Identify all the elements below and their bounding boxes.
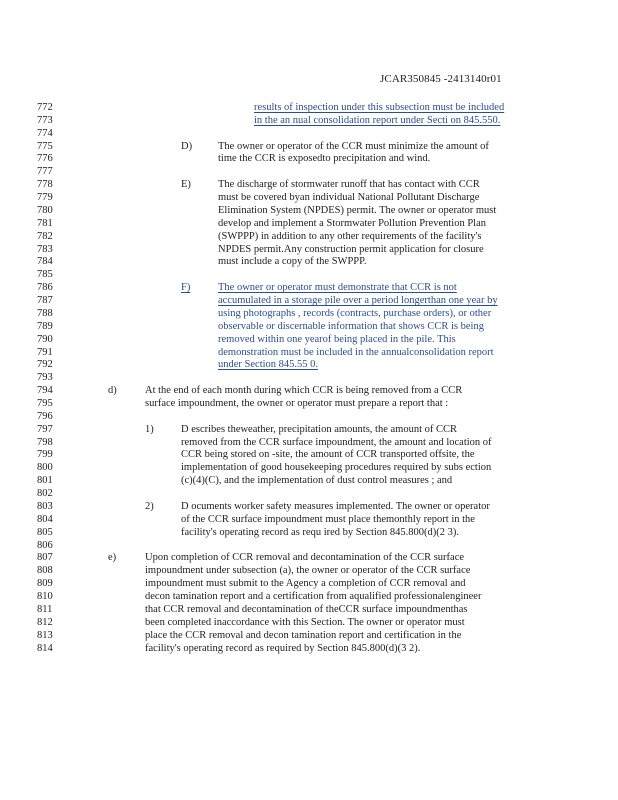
inserted-text: demonstration must be included in the annualconsolidation report — [218, 346, 494, 358]
body-text: facility's operating record as requ ired by Section 845.800(d)(2 3). — [181, 526, 460, 538]
line-number: 782 — [37, 230, 53, 242]
section-label: D) — [181, 140, 193, 152]
body-text: implementation of good housekeeping procedures required by subs ection — [181, 462, 492, 474]
inserted-text: results of inspection under this subsection must be included — [254, 102, 505, 113]
body-text: must be covered byan individual National Pollutant Discharge — [218, 192, 480, 204]
body-text: (SWPPP) in addition to any other requirements of the facility's — [218, 230, 482, 242]
inserted-text: observable or discernable information that shows CCR is being — [218, 320, 484, 332]
line-number: 772 — [37, 102, 53, 113]
line-number: 810 — [37, 591, 53, 603]
line-number: 793 — [37, 372, 53, 384]
body-text: that CCR removal and decontamination of theCCR surface impoundmenthas — [145, 603, 468, 615]
line-number: 785 — [37, 269, 53, 281]
inserted-text: under Section 845.55 0. — [218, 359, 319, 371]
line-number: 796 — [37, 410, 53, 422]
line-number: 795 — [37, 398, 53, 409]
document-id-header: JCAR350845 -2413140r01 — [380, 73, 502, 85]
line-number: 773 — [37, 114, 53, 126]
body-text: Upon completion of CCR removal and decontamination of the CCR surface — [145, 552, 465, 564]
section-label: 1) — [145, 423, 154, 435]
section-label: E) — [181, 179, 191, 191]
inserted-text: in the an nual consolidation report under Secti on 845.550. — [254, 114, 501, 126]
body-text: impoundment must submit to the Agency a completion of CCR removal and — [145, 578, 466, 590]
body-text: been completed inaccordance with this Section. The owner or operator must — [145, 616, 465, 628]
line-number: 791 — [37, 346, 53, 358]
line-number: 780 — [37, 204, 53, 216]
line-number: 788 — [37, 307, 53, 319]
line-number: 787 — [37, 295, 53, 307]
line-number: 801 — [37, 475, 53, 487]
body-text: place the CCR removal and decon tamination report and certification in the — [145, 629, 462, 641]
line-number: 814 — [37, 642, 53, 654]
line-number: 781 — [37, 217, 53, 229]
line-number: 800 — [37, 462, 53, 474]
line-number: 776 — [37, 153, 53, 165]
line-number: 777 — [37, 166, 53, 178]
body-text: facility's operating record as required by Section 845.800(d)(3 2). — [145, 642, 421, 654]
line-number: 789 — [37, 320, 53, 332]
body-text: The discharge of stormwater runoff that has contact with CCR — [218, 179, 480, 191]
line-number: 805 — [37, 526, 53, 538]
line-number: 774 — [37, 127, 53, 139]
line-number: 784 — [37, 256, 53, 268]
line-number: 802 — [37, 488, 53, 500]
body-text: of the CCR surface impoundment must place themonthly report in the — [181, 513, 475, 525]
line-number: 808 — [37, 565, 53, 577]
line-number: 799 — [37, 449, 53, 461]
body-text: At the end of each month during which CCR is being removed from a CCR — [145, 385, 463, 397]
line-number: 792 — [37, 359, 53, 371]
section-label: d) — [108, 385, 117, 397]
section-label: 2) — [145, 500, 154, 512]
body-text: (c)(4)(C), and the implementation of dust control measures ; and — [181, 475, 453, 487]
line-number: 811 — [37, 603, 53, 615]
line-number: 783 — [37, 243, 53, 255]
line-number: 798 — [37, 436, 53, 448]
section-label: F) — [181, 282, 191, 294]
inserted-text: removed within one yearof being placed in the pile. This — [218, 333, 456, 345]
line-number: 778 — [37, 179, 53, 191]
inserted-text: The owner or operator must demonstrate that CCR is not — [218, 282, 457, 294]
body-text: develop and implement a Stormwater Pollution Prevention Plan — [218, 217, 486, 229]
body-text: The owner or operator of the CCR must minimize the amount of — [218, 140, 489, 152]
line-number: 775 — [37, 140, 53, 152]
body-text: D escribes theweather, precipitation amounts, the amount of CCR — [181, 423, 458, 435]
body-text: time the CCR is exposedto precipitation and wind. — [218, 153, 431, 165]
section-label: e) — [108, 552, 117, 564]
line-number: 786 — [37, 282, 53, 294]
line-number: 794 — [37, 385, 53, 397]
line-number: 804 — [37, 513, 53, 525]
line-number: 803 — [37, 500, 53, 512]
line-number: 813 — [37, 629, 53, 641]
text-line — [0, 642, 618, 656]
body-text: CCR being stored on -site, the amount of CCR transported offsite, the — [181, 449, 475, 461]
line-number: 809 — [37, 578, 53, 590]
body-text: must include a copy of the SWPPP. — [218, 256, 367, 268]
line-number: 807 — [37, 552, 53, 564]
body-text: impoundment under subsection (a), the owner or operator of the CCR surface — [145, 565, 471, 577]
body-text: Elimination System (NPDES) permit. The owner or operator must — [218, 204, 497, 216]
line-number: 779 — [37, 192, 53, 204]
inserted-text: using photographs , records (contracts, purchase orders), or other — [218, 307, 492, 319]
body-text: removed from the CCR surface impoundment, the amount and location of — [181, 436, 492, 448]
body-text: D ocuments worker safety measures implemented. The owner or operator — [181, 500, 490, 512]
body-text: decon tamination report and a certification from aqualified professionalengineer — [145, 591, 482, 603]
line-number: 797 — [37, 423, 53, 435]
body-text: surface impoundment, the owner or operator must prepare a report that : — [145, 398, 449, 409]
line-number: 806 — [37, 539, 53, 551]
line-number: 812 — [37, 616, 53, 628]
inserted-text: accumulated in a storage pile over a period longerthan one year by — [218, 295, 498, 307]
body-text: NPDES permit.Any construction permit application for closure — [218, 243, 484, 255]
line-number: 790 — [37, 333, 53, 345]
